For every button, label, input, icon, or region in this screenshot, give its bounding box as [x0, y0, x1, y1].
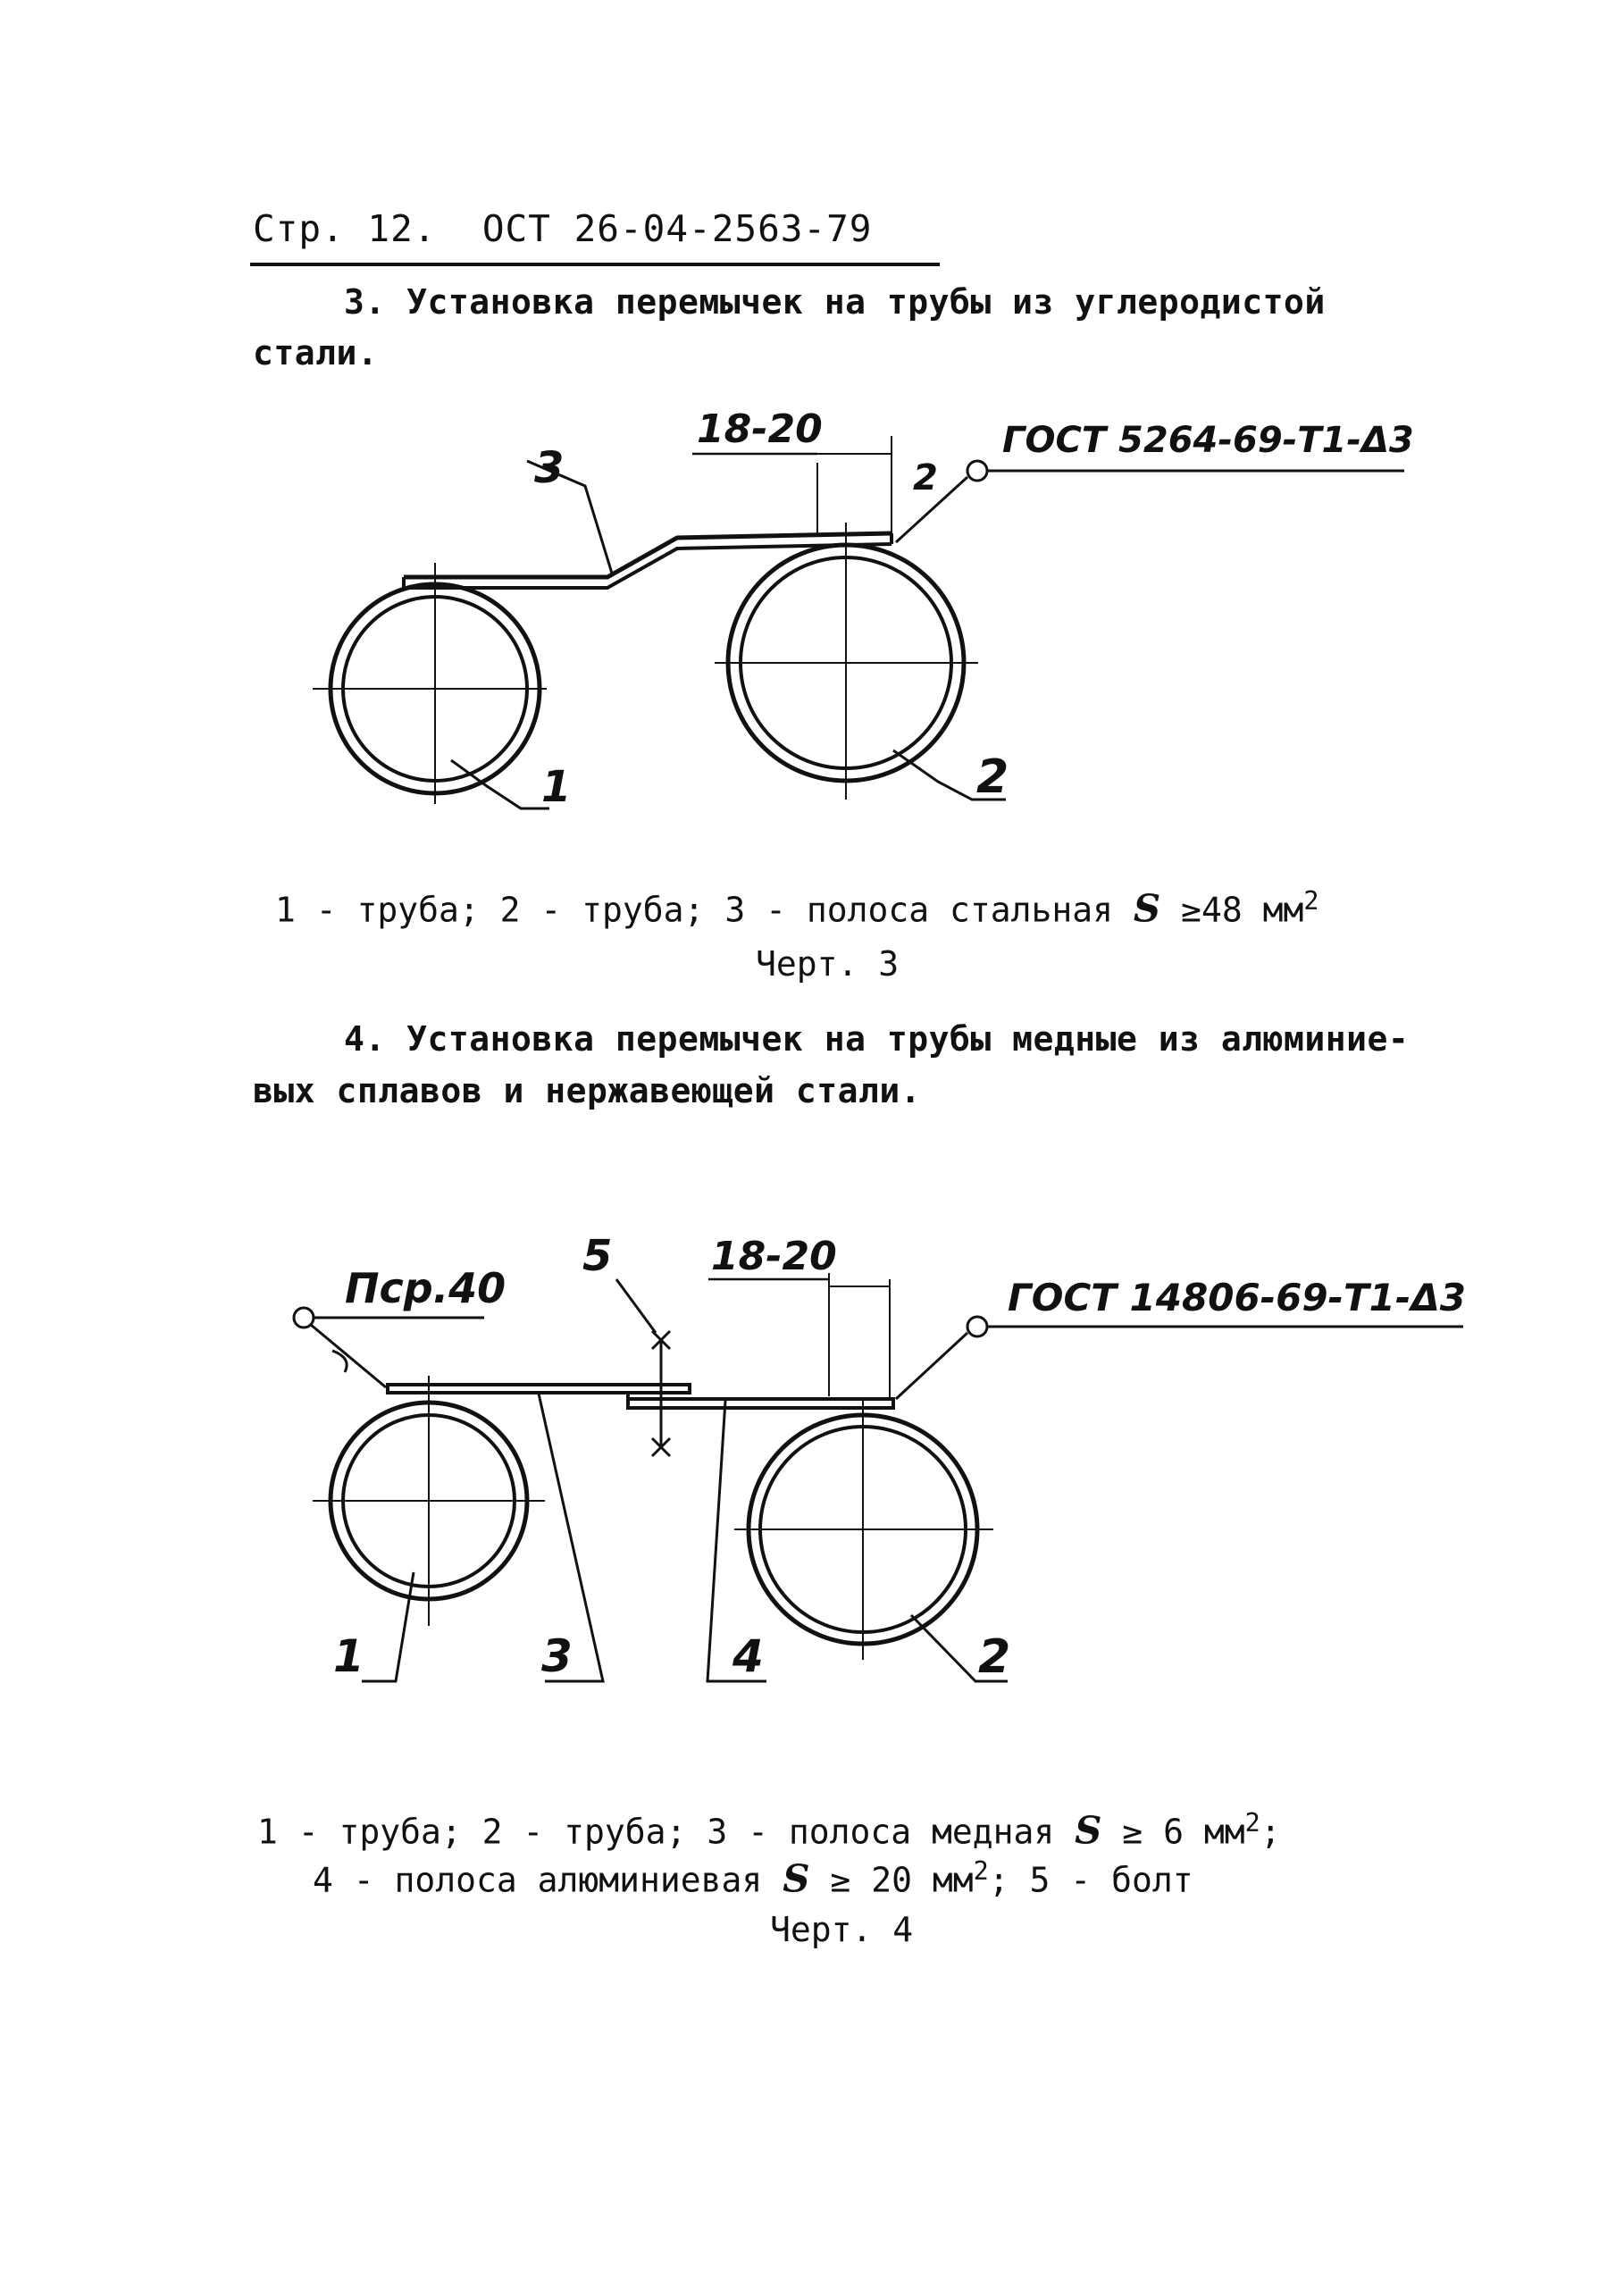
- area-symbol: S: [1133, 886, 1161, 931]
- copper-strip: [388, 1385, 690, 1393]
- figure-3-title: Черт. 3: [756, 944, 900, 984]
- document-code: ОСТ 26-04-2563-79: [481, 207, 873, 250]
- figure-4-weld-designation: ГОСТ 14806-69-Т1-Δ3: [1008, 1276, 1467, 1319]
- pipe-1: [313, 1376, 545, 1626]
- figure-3-weld-side-label: 2: [913, 457, 938, 498]
- figure-3-dimension-label: 18-20: [697, 406, 823, 452]
- figure-3-callout-1: 1: [541, 762, 572, 812]
- figure-3-weld-designation: ГОСТ 5264-69-Т1-Δ3: [1002, 420, 1414, 461]
- figure-4-title: Черт. 4: [770, 1910, 914, 1949]
- aluminium-strip: [628, 1393, 893, 1408]
- area-symbol: S: [783, 1856, 810, 1901]
- figure-3-callout-2: 2: [976, 750, 1009, 804]
- section-4-heading-cont: вых сплавов и нержавеющей стали.: [253, 1071, 922, 1110]
- figure-4-callout-4: 4: [732, 1630, 764, 1682]
- section-3-heading: 3. Установка перемычек на трубы из углеродистой: [344, 282, 1326, 322]
- page-number: Стр. 12.: [253, 207, 437, 250]
- section-4-heading: 4. Установка перемычек на трубы медные из алюминие-: [344, 1019, 1410, 1059]
- pipe-2: [734, 1398, 993, 1660]
- figure-4-callout-2: 2: [978, 1630, 1011, 1684]
- figure-3-legend: 1 - труба; 2 - труба; 3 - полоса стальная S ≥48 $мм^2$: [275, 886, 1319, 931]
- area-symbol: S: [1075, 1808, 1102, 1853]
- figure-4-legend-line-2: 4 - полоса алюминиевая S ≥ 20 $мм^2$; 5 - болт: [313, 1856, 1193, 1901]
- figure-4-callout-5: 5: [582, 1231, 613, 1281]
- figure-3-callout-3: 3: [534, 443, 565, 493]
- figure-4-legend-line-1: 1 - труба; 2 - труба; 3 - полоса медная S ≥ 6 $мм^2$;: [257, 1808, 1281, 1853]
- figure-4-dimension-label: 18-20: [711, 1234, 837, 1279]
- figure-4-callout-1: 1: [333, 1630, 364, 1682]
- figure-4-callout-3: 3: [541, 1630, 573, 1682]
- section-3-heading-cont: стали.: [253, 333, 379, 373]
- figure-4-solder-designation: Пср.40: [345, 1264, 506, 1312]
